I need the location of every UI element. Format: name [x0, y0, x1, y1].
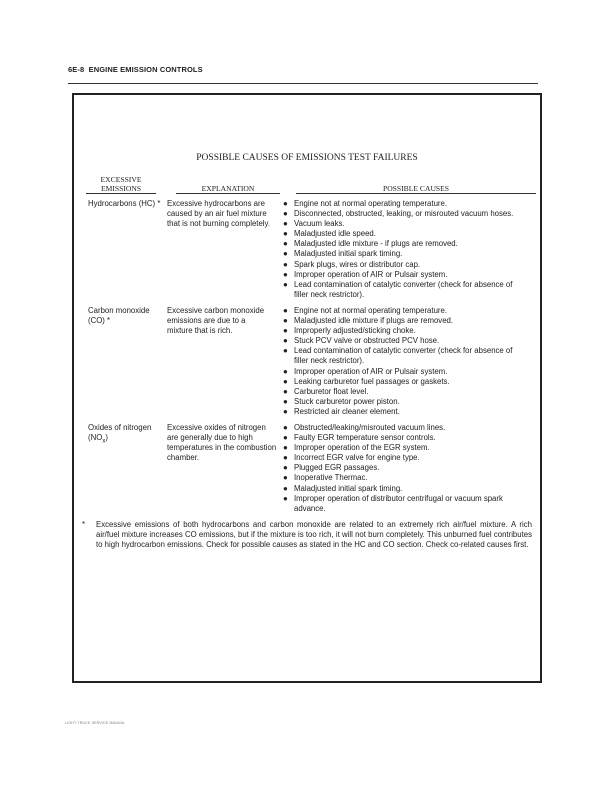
bullet-icon: ●	[283, 326, 288, 336]
column-header-causes: POSSIBLE CAUSES	[296, 184, 536, 194]
cause-text: Engine not at normal operating temperature.	[294, 199, 447, 208]
table-row-co	[74, 306, 540, 417]
cause-text: Vacuum leaks.	[294, 219, 345, 229]
bullet-icon: ●	[283, 396, 288, 406]
cause-text: Improper operation of distributor centrifugal or vacuum spark advance.	[294, 493, 503, 513]
emission-formula: NO	[90, 433, 103, 443]
cause-text: Restricted air cleaner element.	[294, 406, 400, 416]
cause-item	[283, 387, 523, 397]
footnote-mark: *	[82, 519, 86, 529]
cause-text: Maladjusted idle speed.	[294, 229, 376, 239]
cause-text: Incorrect EGR valve for engine type.	[294, 453, 420, 463]
section-number: 6E-8	[68, 65, 85, 74]
bullet-icon: ●	[283, 366, 288, 376]
causes-list	[283, 423, 523, 514]
cause-text: Maladjusted idle mixture - if plugs are removed.	[294, 239, 458, 249]
bullet-icon: ●	[283, 493, 288, 503]
bullet-icon: ●	[283, 376, 288, 386]
cause-text: Improper operation of the EGR system.	[294, 443, 430, 453]
cause-item	[283, 280, 523, 300]
cause-item	[283, 484, 523, 494]
cause-item	[283, 473, 523, 483]
emission-name: Oxides of nitrogen	[88, 422, 152, 432]
cause-text: Lead contamination of catalytic converter (check for absence of filler neck restrictor).	[294, 279, 513, 299]
bullet-icon: ●	[283, 239, 288, 249]
bullet-icon: ●	[283, 473, 288, 483]
bullet-icon: ●	[283, 386, 288, 396]
cause-item	[283, 326, 523, 336]
bullet-icon: ●	[283, 453, 288, 463]
cause-text: Leaking carburetor fuel passages or gaskets.	[294, 376, 450, 386]
table-row-nox	[74, 423, 540, 514]
bullet-icon: ●	[283, 269, 288, 279]
bullet-icon: ●	[283, 336, 288, 346]
cause-text: Lead contamination of catalytic converter (check for absence of filler neck restrictor).	[294, 346, 513, 366]
cause-text: Stuck carburetor power piston.	[294, 396, 400, 406]
bullet-icon: ●	[283, 406, 288, 416]
cause-text: Faulty EGR temperature sensor controls.	[294, 433, 436, 443]
cause-item	[283, 443, 523, 453]
bullet-icon: ●	[283, 249, 288, 259]
cause-text: Spark plugs, wires or distributor cap.	[294, 259, 421, 269]
page-header	[68, 65, 203, 74]
column-header-line: EMISSIONS	[100, 184, 142, 193]
emission-type: Hydrocarbons (HC) *	[88, 199, 161, 208]
cause-item	[283, 367, 523, 377]
cause-text: Obstructed/leaking/misrouted vacuum lines.	[294, 422, 446, 432]
bullet-icon: ●	[283, 219, 288, 229]
explanation: Excessive hydrocarbons are caused by an air fuel mixture that is not burning completely.	[167, 199, 271, 229]
cause-text: Disconnected, obstructed, leaking, or misrouted vacuum hoses.	[294, 209, 514, 219]
table-body	[74, 199, 540, 550]
footnote	[82, 520, 532, 550]
cause-item	[283, 407, 523, 417]
emission-type: Carbon monoxide (CO) *	[88, 305, 150, 326]
bullet-icon: ●	[283, 443, 288, 453]
page-footer: LIGHT TRUCK SERVICE MANUAL	[65, 721, 126, 725]
cause-item	[283, 423, 523, 433]
explanation: Excessive carbon monoxide emissions are due to a mixture that is rich.	[167, 305, 265, 336]
cause-item	[283, 433, 523, 443]
cause-text: Plugged EGR passages.	[294, 463, 380, 473]
cause-item	[283, 453, 523, 463]
cause-item	[283, 219, 523, 229]
footnote-text: Excessive emissions of both hydrocarbons and carbon monoxide are related to an extremely rich air/fuel mixture. A rich air/fuel mixture increases CO emissions, but if the mixture is too rich, it will not burn completely. This unburned fuel contributes to high hydrocarbon emissions. Check for possible causes as stated in the HC and CO section. Check co-related causes first.	[96, 519, 532, 549]
header-rule	[68, 83, 538, 84]
cause-item	[283, 260, 523, 270]
column-header-line: EXCESSIVE	[100, 175, 142, 184]
cause-text: Maladjusted initial spark timing.	[294, 483, 403, 493]
emissions-table-box	[72, 93, 542, 683]
cause-text: Engine not at normal operating temperature.	[294, 305, 447, 315]
column-header-explanation: EXPLANATION	[176, 184, 280, 194]
cause-item	[283, 239, 523, 249]
bullet-icon: ●	[283, 422, 288, 432]
cause-item	[283, 229, 523, 239]
cause-item	[283, 316, 523, 326]
cause-item	[283, 463, 523, 473]
bullet-icon: ●	[283, 199, 288, 208]
cause-text: Maladjusted initial spark timing.	[294, 249, 403, 259]
cause-text: Stuck PCV valve or obstructed PCV hose.	[294, 336, 440, 346]
bullet-icon: ●	[283, 279, 288, 289]
explanation: Excessive oxides of nitrogen are generally due to high temperatures in the combustion chamber.	[167, 422, 277, 463]
cause-item	[283, 336, 523, 346]
cause-text: Improperly adjusted/sticking choke.	[294, 326, 416, 336]
bullet-icon: ●	[283, 483, 288, 493]
emission-type: Oxides of nitrogen $(NO_x)$	[88, 422, 152, 445]
cause-item	[283, 397, 523, 407]
cause-item	[283, 270, 523, 280]
table-row-hc	[74, 199, 540, 300]
cause-item	[283, 494, 523, 514]
cause-item	[283, 346, 523, 366]
bullet-icon: ●	[283, 305, 288, 315]
formula-subscript: x	[102, 438, 106, 445]
bullet-icon: ●	[283, 229, 288, 239]
cause-item	[283, 209, 523, 219]
causes-list	[283, 199, 523, 300]
bullet-icon: ●	[283, 346, 288, 356]
bullet-icon: ●	[283, 259, 288, 269]
bullet-icon: ●	[283, 433, 288, 443]
section-title: ENGINE EMISSION CONTROLS	[88, 65, 203, 74]
causes-list	[283, 306, 523, 417]
cause-item	[283, 199, 523, 209]
cause-text: Inoperative Thermac.	[294, 473, 368, 483]
cause-item	[283, 377, 523, 387]
cause-item	[283, 249, 523, 259]
bullet-icon: ●	[283, 463, 288, 473]
cause-item	[283, 306, 523, 316]
bullet-icon: ●	[283, 209, 288, 219]
cause-text: Maladjusted idle mixture if plugs are removed.	[294, 316, 454, 326]
bullet-icon: ●	[283, 316, 288, 326]
column-header-emissions	[86, 175, 156, 194]
cause-text: Carburetor float level.	[294, 386, 369, 396]
cause-text: Improper operation of AIR or Pulsair system.	[294, 366, 448, 376]
table-title: POSSIBLE CAUSES OF EMISSIONS TEST FAILURES	[196, 153, 418, 163]
cause-text: Improper operation of AIR or Pulsair system.	[294, 269, 448, 279]
